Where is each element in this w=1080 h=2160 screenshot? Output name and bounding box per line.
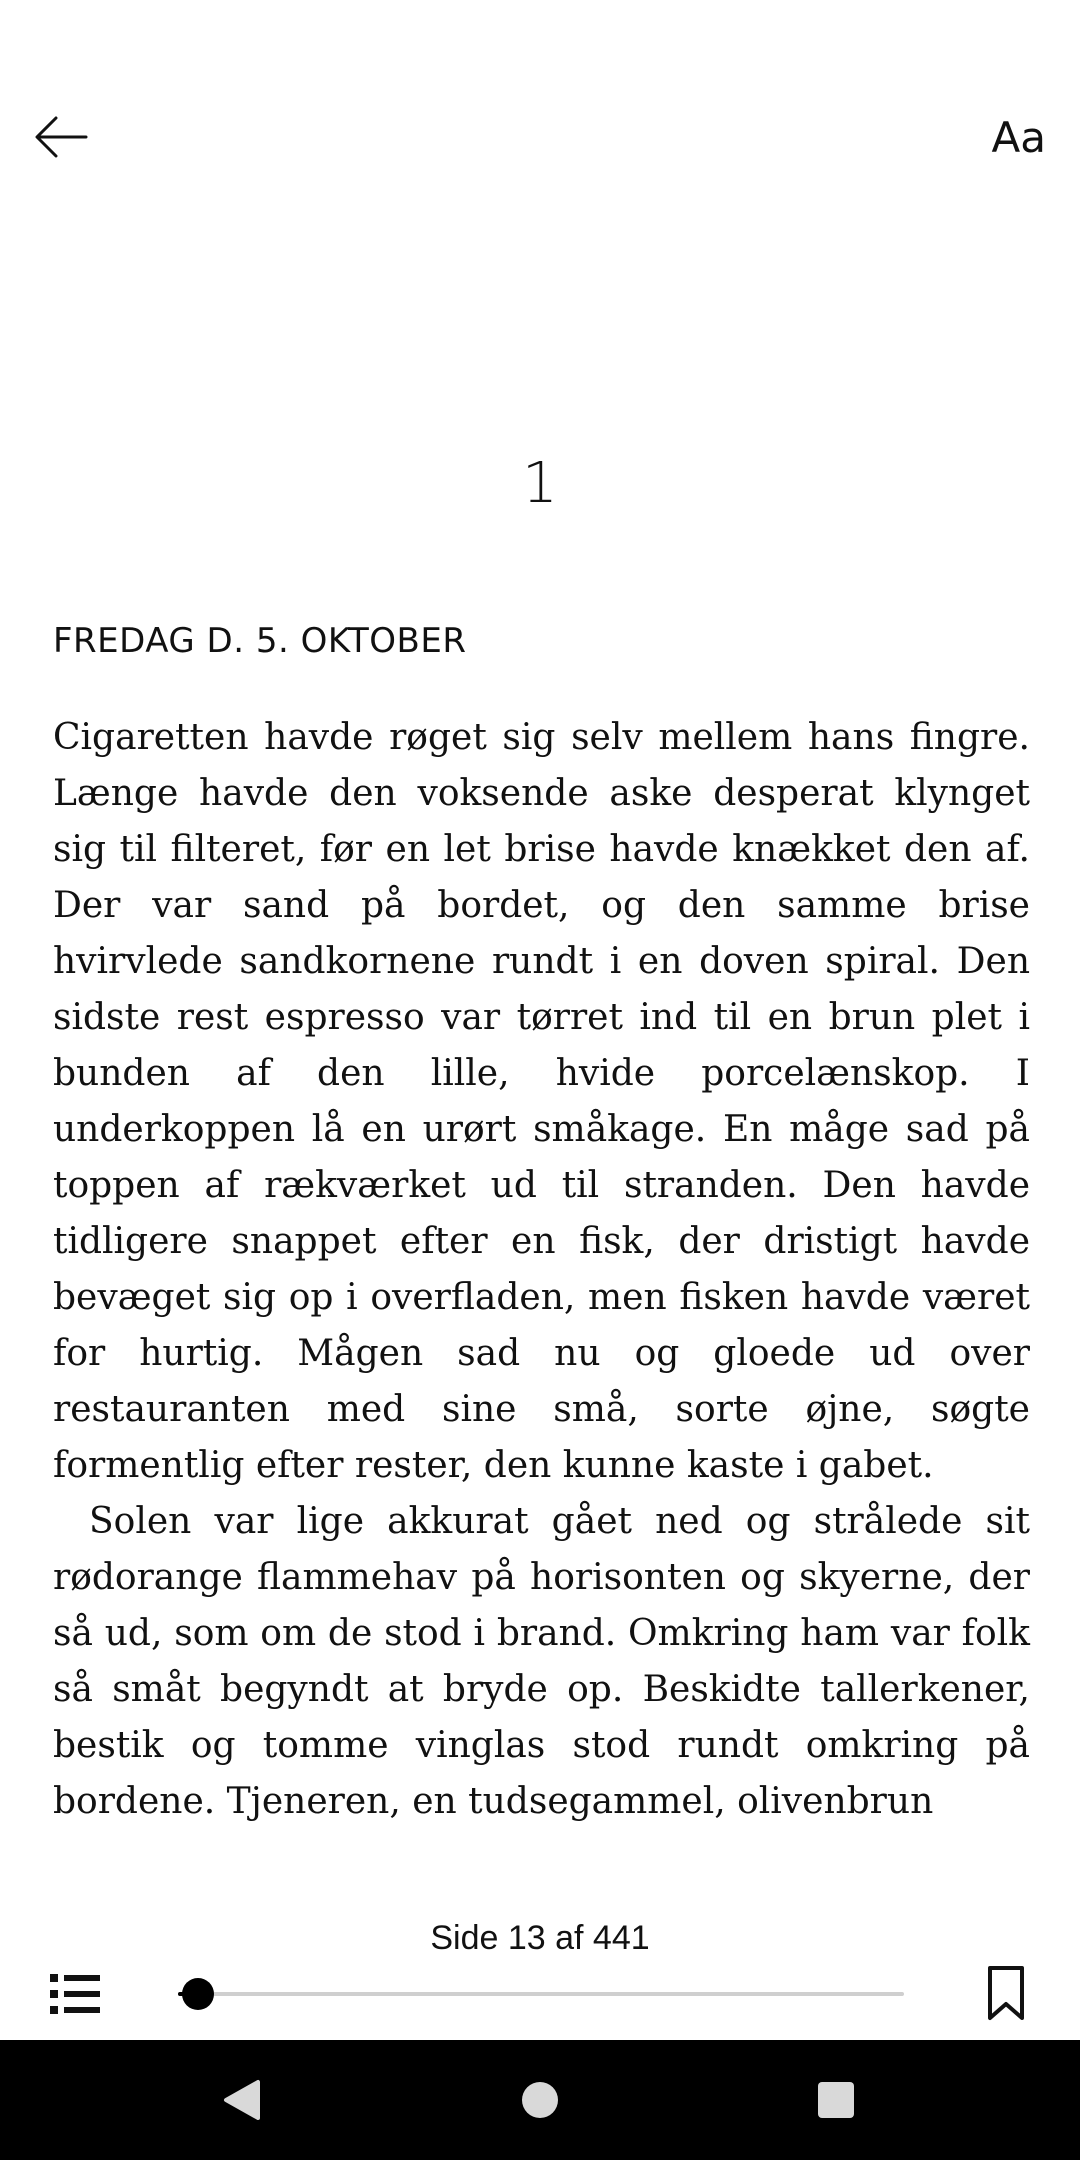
bookmark-button[interactable] [978, 1962, 1034, 2026]
paragraph: Solen var lige akkurat gået ned og strålede sit rødorange flammehav på horisonten og skyerne, der så ud, som om de stod i brand. Omkring ham var folk så småt begyndt at bryde op. Beskidte tallerkener, bestik og tomme vinglas stod rundt omkring på bordene. Tjeneren, en tudsegammel, olivenbrun [53, 1501, 1030, 1822]
triangle-back-icon [220, 2078, 264, 2122]
system-navigation-bar [0, 2040, 1080, 2160]
list-icon [46, 1964, 106, 2024]
arrow-left-icon [34, 115, 88, 159]
table-of-contents-button[interactable] [46, 1964, 106, 2024]
circle-home-icon [520, 2080, 560, 2120]
font-settings-button[interactable]: Aa [991, 113, 1046, 162]
back-button[interactable] [28, 104, 94, 170]
square-recents-icon [816, 2080, 856, 2120]
page-indicator: Side 13 af 441 [430, 1919, 650, 1957]
progress-track [178, 1992, 904, 1996]
chapter-number: 1 [522, 451, 558, 516]
system-back-button[interactable] [210, 2068, 274, 2132]
page-progress-slider[interactable] [178, 1974, 904, 2014]
system-home-button[interactable] [508, 2068, 572, 2132]
progress-thumb[interactable] [182, 1978, 214, 2010]
book-text [53, 710, 1030, 1830]
bookmark-icon [978, 1962, 1034, 2026]
paragraph: Cigaretten havde røget sig selv mellem hans fingre. Længe havde den voksende aske desperat klynget sig til filteret, før en let brise havde knækket den af. Der var sand på bordet, og den samme brise hvirvlede sandkornene rundt i en doven spiral. Den sidste rest espresso var tørret ind til en brun plet i bunden af den lille, hvide porcelænskop. I underkoppen lå en urørt småkage. En måge sad på toppen af rækværket ud til stranden. Den havde tidligere snappet efter en fisk, der dristigt havde bevæget sig op i overfladen, men fisken havde været for hurtig. Mågen sad nu og gloede ud over restauranten med sine små, sorte øjne, søgte formentlig efter rester, den kunne kaste i gabet. [53, 717, 1030, 1486]
system-recents-button[interactable] [804, 2068, 868, 2132]
reader-toolbar [0, 0, 1080, 280]
chapter-date-heading: FREDAG D. 5. OKTOBER [53, 621, 467, 661]
